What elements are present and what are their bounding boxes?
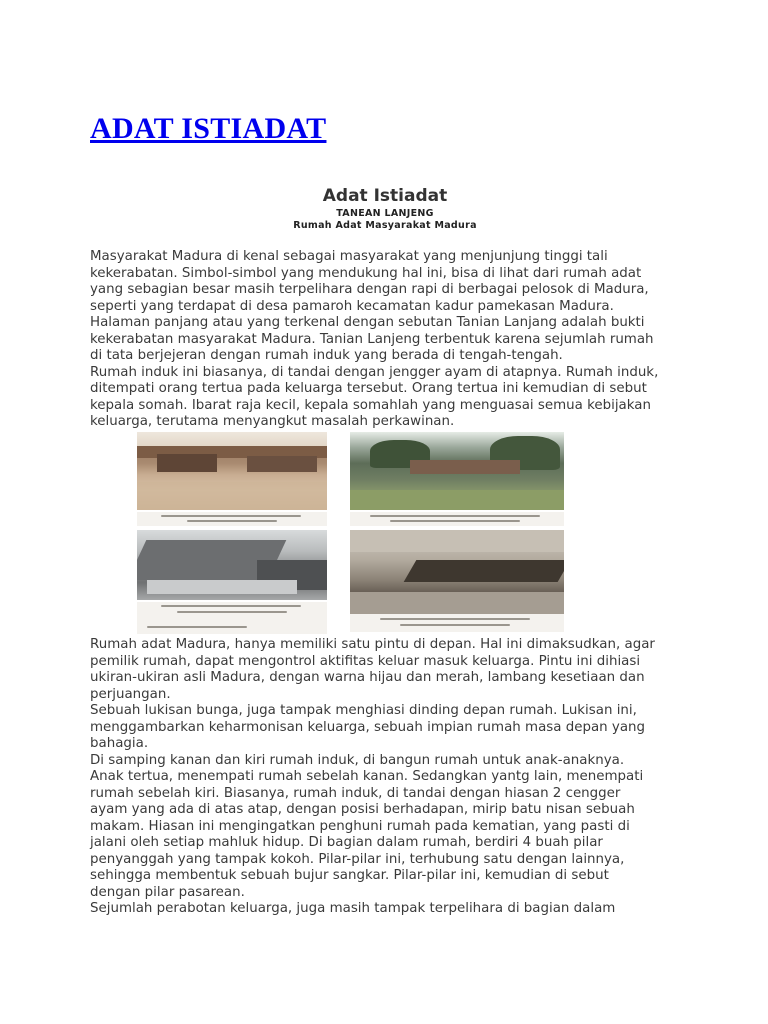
photo-caption [350, 614, 564, 632]
article-subtitle: Adat Istiadat [322, 186, 448, 206]
article-label-tanean: TANEAN LANJENG [336, 208, 434, 219]
photo-roof-ornament [137, 530, 327, 600]
photo-roof-wall [350, 530, 564, 614]
photo-caption [350, 512, 564, 526]
photo-house-trees [350, 432, 564, 510]
paragraph-intro [90, 249, 690, 431]
photo-caption [137, 602, 327, 634]
article-label-rumah-adat: Rumah Adat Masyarakat Madura [293, 220, 477, 231]
photo-house-courtyard [137, 432, 327, 510]
page-title[interactable]: ADAT ISTIADAT [90, 112, 327, 145]
paragraph-intro-text: Masyarakat Madura di kenal sebagai masyarakat yang menjunjung tinggi tali kekerabatan. Simbol-simbol yang mendukung hal ini, bisa di lihat dari rumah adat yang sebagian besar masih terpelihara dengan rapi di berbagai pelosok di Madura, seperti yang terdapat di desa pamaroh kecamatan kadur pamekasan Madura. Halaman panjang atau yang terkenal dengan sebutan Tanian Lanjang adalah bukti kekerabatan masyarakat Madura. Tanian Lanjeng terbentuk karena sejumlah rumah di tata berjejeran dengan rumah induk yang berada di tengah-tengah. Rumah induk ini biasanya, di tandai dengan jengger ayam di atapnya. Rumah induk, ditempati orang tertua pada keluarga tersebut. Orang tertua ini kemudian di sebut kepala somah. Ibarat raja kecil, kepala somahlah yang menguasai semua kebijakan keluarga, terutama menyangkut masalah perkawinan. [90, 249, 659, 429]
photo-caption [137, 512, 327, 526]
paragraph-rumah-adat [90, 637, 690, 918]
article-heading [90, 184, 680, 232]
paragraph-rumah-adat-text: Rumah adat Madura, hanya memiliki satu pintu di depan. Hal ini dimaksudkan, agar pemilik rumah, dapat mengontrol aktifitas keluar masuk keluarga. Pintu ini dihiasi ukiran-ukiran asli Madura, dengan warna hijau dan merah, lambang kesetiaan dan perjuangan. Sebuah lukisan bunga, juga tampak menghiasi dinding depan rumah. Lukisan ini, menggambarkan keharmonisan keluarga, sebuah impian rumah masa depan yang bahagia. Di samping kanan dan kiri rumah induk, di bangun rumah untuk anak-anaknya. Anak tertua, menempati rumah sebelah kanan. Sedangkan yantg lain, menempati rumah sebelah kiri. Biasanya, rumah induk, di tandai dengan hiasan 2 cengger ayam yang ada di atas atap, dengan posisi berhadapan, mirip batu nisan sebuah makam. Hiasan ini mengingatkan penghuni rumah pada kematian, yang pasti di jalani oleh setiap mahluk hidup. Di bagian dalam rumah, berdiri 4 buah pilar penyanggah yang tampak kokoh. Pilar-pilar ini, terhubung satu dengan lainnya, sehingga membentuk sebuah bujur sangkar. Pilar-pilar ini, kemudian di sebut dengan pilar pasarean. Sejumlah perabotan keluarga, juga masih tampak terpelihara di bagian dalam [90, 637, 655, 916]
